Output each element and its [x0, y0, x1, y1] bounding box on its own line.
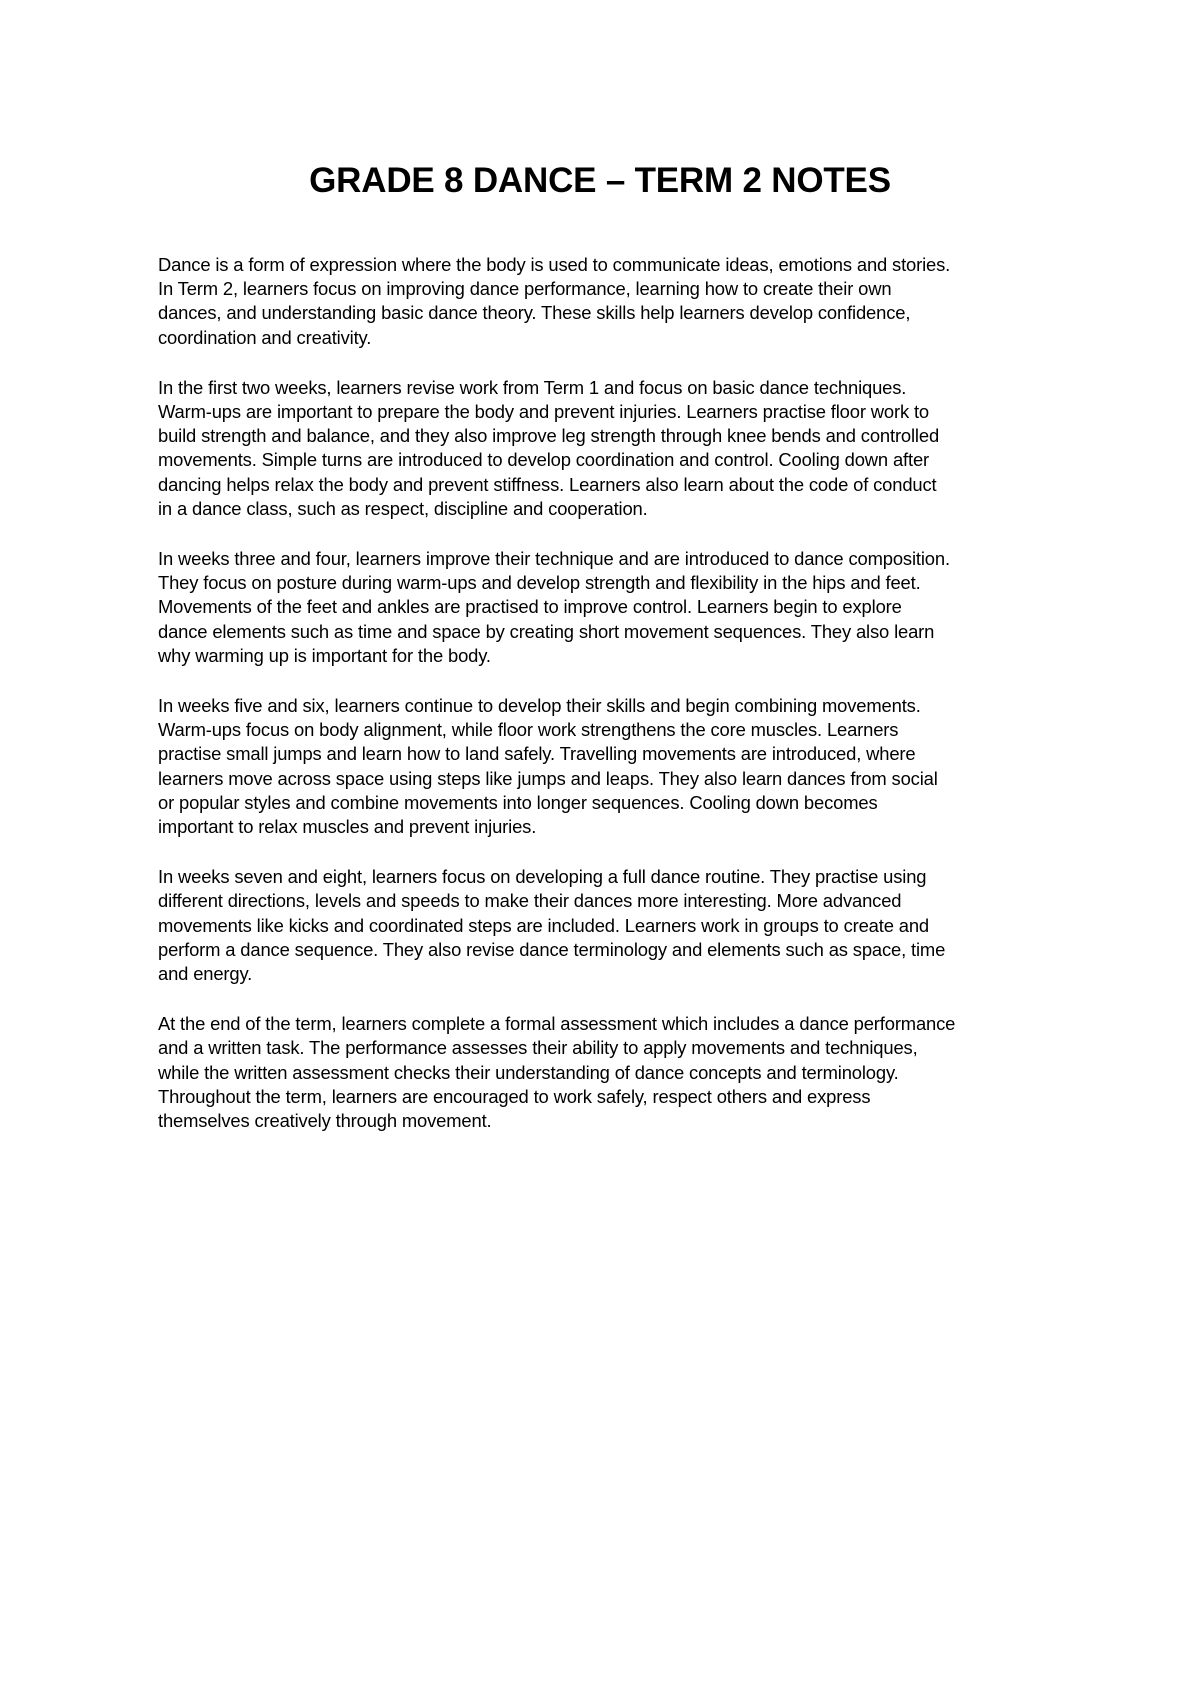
text-line: learners move across space using steps like jumps and leaps. They also learn dances from social — [158, 767, 938, 789]
text-line: while the written assessment checks their understanding of dance concepts and terminology. — [158, 1061, 899, 1083]
paragraph-weeks-one-two — [158, 376, 1060, 521]
document-title: GRADE 8 DANCE – TERM 2 NOTES — [309, 161, 891, 200]
text-line: dance elements such as time and space by creating short movement sequences. They also learn — [158, 620, 935, 642]
text-line: Throughout the term, learners are encouraged to work safely, respect others and express — [158, 1085, 871, 1107]
text-line: Dance is a form of expression where the body is used to communicate ideas, emotions and stories. — [158, 254, 951, 275]
text-line: build strength and balance, and they also improve leg strength through knee bends and controlled — [158, 425, 940, 447]
text-line: dancing helps relax the body and prevent stiffness. Learners also learn about the code of conduct — [158, 473, 937, 495]
text-line: They focus on posture during warm-ups and develop strength and flexibility in the hips and feet. — [158, 572, 921, 594]
text-line: perform a dance sequence. They also revise dance terminology and elements such as space, time — [158, 938, 946, 960]
text-line: In the first two weeks, learners revise work from Term 1 and focus on basic dance techniques. — [158, 376, 907, 398]
text-line: In Term 2, learners focus on improving dance performance, learning how to create their own — [158, 278, 892, 300]
text-line: why warming up is important for the body. — [158, 644, 491, 666]
paragraph-weeks-seven-eight — [158, 865, 1060, 986]
text-line: themselves creatively through movement. — [158, 1110, 492, 1132]
text-line: in a dance class, such as respect, discipline and cooperation. — [158, 497, 648, 519]
text-line: different directions, levels and speeds to make their dances more interesting. More advanced — [158, 890, 902, 912]
text-line: In weeks three and four, learners improve their technique and are introduced to dance composition. — [158, 548, 950, 570]
text-line: and a written task. The performance assesses their ability to apply movements and techniques, — [158, 1037, 918, 1059]
text-line: practise small jumps and learn how to land safely. Travelling movements are introduced, where — [158, 743, 916, 765]
text-line: or popular styles and combine movements into longer sequences. Cooling down becomes — [158, 791, 878, 813]
text-line: dances, and understanding basic dance theory. These skills help learners develop confidence, — [158, 302, 911, 324]
text-line: coordination and creativity. — [158, 326, 372, 348]
text-line: Warm-ups focus on body alignment, while floor work strengthens the core muscles. Learners — [158, 719, 899, 741]
text-line: Warm-ups are important to prepare the body and prevent injuries. Learners practise floor work to — [158, 401, 929, 423]
text-line: movements like kicks and coordinated steps are included. Learners work in groups to create and — [158, 914, 929, 936]
paragraph-introduction — [158, 253, 1060, 350]
paragraph-weeks-five-six — [158, 694, 1060, 839]
text-line: At the end of the term, learners complete a formal assessment which includes a dance performance — [158, 1013, 956, 1035]
text-line: and energy. — [158, 963, 253, 985]
text-line: In weeks five and six, learners continue to develop their skills and begin combining movements. — [158, 695, 921, 717]
text-line: important to relax muscles and prevent injuries. — [158, 816, 537, 838]
paragraph-weeks-three-four — [158, 547, 1060, 668]
text-line: Movements of the feet and ankles are practised to improve control. Learners begin to explore — [158, 596, 902, 618]
text-line: In weeks seven and eight, learners focus on developing a full dance routine. They practise using — [158, 866, 927, 888]
text-line: movements. Simple turns are introduced to develop coordination and control. Cooling down after — [158, 449, 930, 471]
paragraph-assessment — [158, 1012, 1060, 1133]
document-body — [158, 253, 1060, 1159]
